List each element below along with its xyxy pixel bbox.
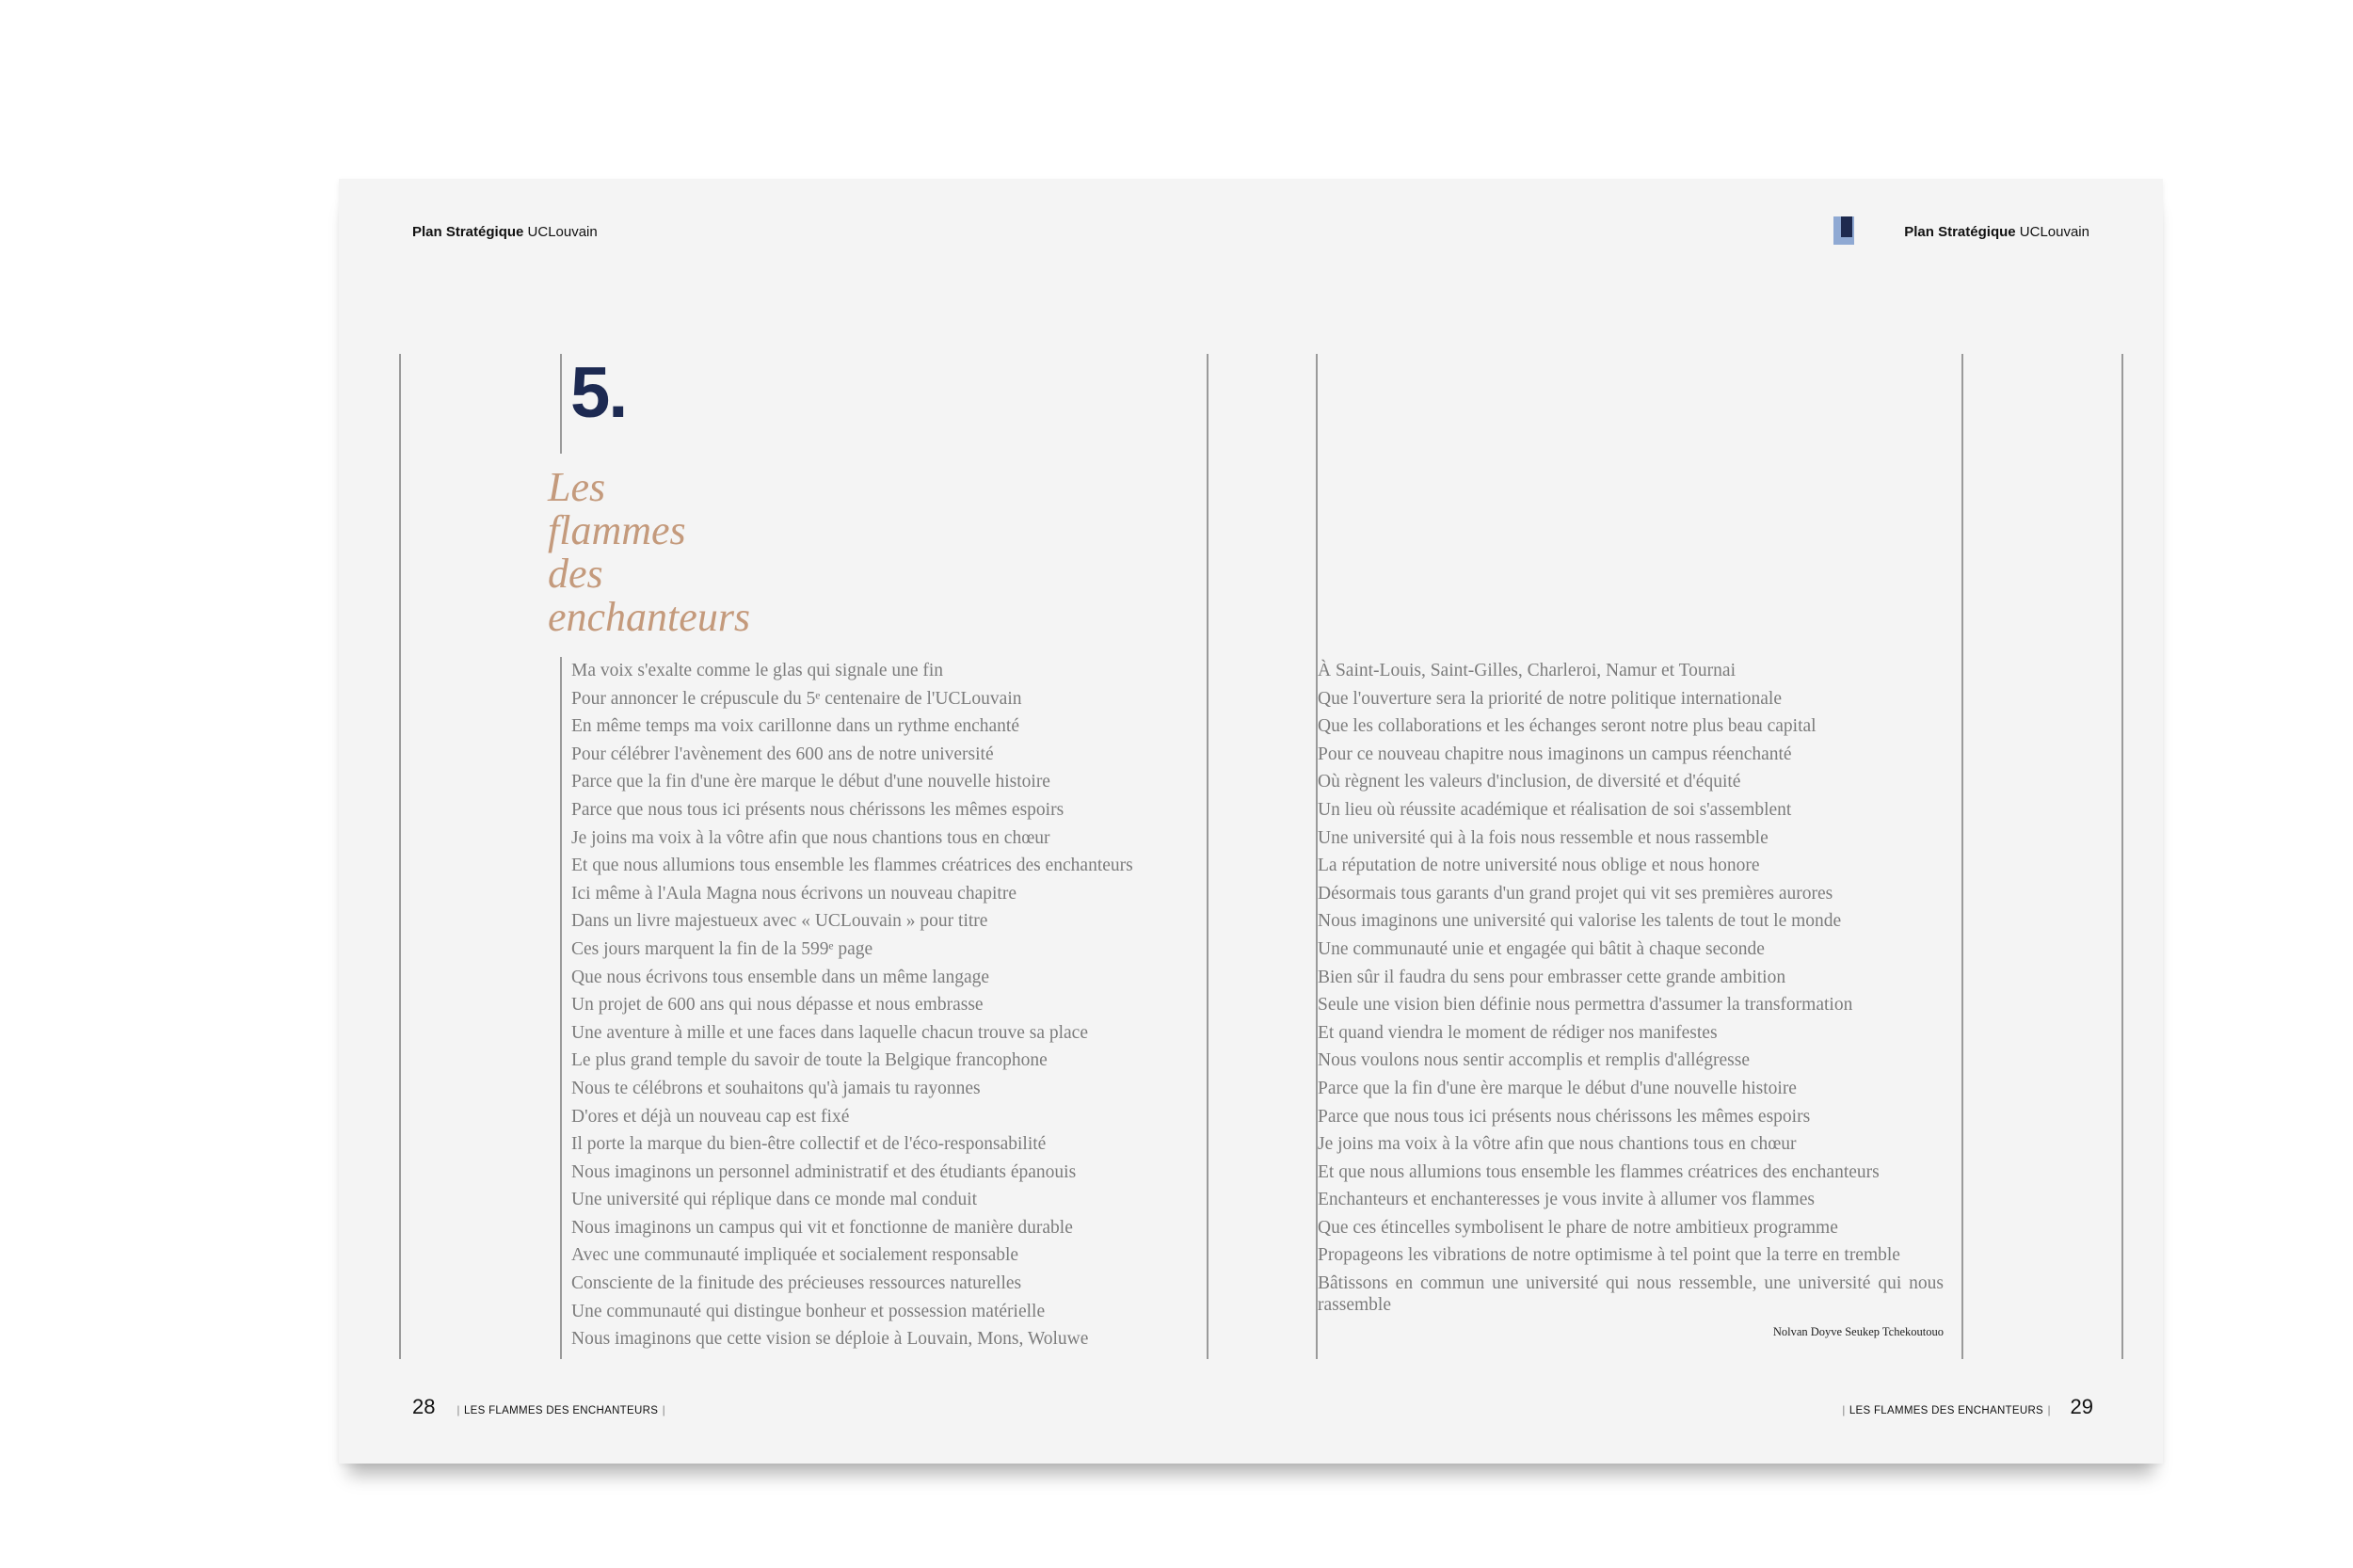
poem-line: Parce que nous tous ici présents nous chérissons les mêmes espoirs — [1318, 1106, 1811, 1127]
poem-line: D'ores et déjà un nouveau cap est fixé — [571, 1106, 850, 1127]
poem-line: Une communauté unie et engagée qui bâtit à chaque seconde — [1318, 938, 1765, 959]
poem-right-column — [1318, 657, 1944, 1316]
footer-left — [412, 1395, 665, 1419]
left-inner-rule — [1207, 354, 1209, 1359]
poem-line: Pour ce nouveau chapitre nous imaginons un campus réenchanté — [1318, 744, 1792, 764]
chapter-number: 5. — [570, 353, 627, 433]
poem-line: Ces jours marquent la fin de la 599ᵉ page — [571, 938, 873, 959]
header-left-bold: Plan Stratégique — [412, 224, 524, 240]
poem-line: Une université qui réplique dans ce monde mal conduit — [571, 1190, 978, 1210]
header-left-normal: UCLouvain — [523, 224, 598, 240]
right-column-rule — [1961, 354, 1963, 1359]
poem-line: Le plus grand temple du savoir de toute la Belgique francophone — [571, 1050, 1048, 1071]
poem-line: Je joins ma voix à la vôtre afin que nous chantions tous en chœur — [1318, 1134, 1797, 1155]
poem-line: Nous imaginons un personnel administratif et des étudiants épanouis — [571, 1161, 1077, 1182]
poem-line: Nous imaginons une université qui valorise les talents de tout le monde — [1318, 911, 1842, 932]
poem-line: Ma voix s'exalte comme le glas qui signale une fin — [571, 661, 944, 680]
poem-line: Pour célébrer l'avènement des 600 ans de notre université — [571, 744, 994, 764]
poem-line: Parce que la fin d'une ère marque le début d'une nouvelle histoire — [1318, 1078, 1797, 1098]
page-number-right: 29 — [2070, 1395, 2093, 1418]
poem-line: Avec une communauté impliquée et socialement responsable — [571, 1245, 1019, 1266]
poem-line: Désormais tous garants d'un grand projet qui vit ses premières aurores — [1318, 883, 1833, 904]
poem-line: Et quand viendra le moment de rédiger nos manifestes — [1318, 1022, 1718, 1043]
poem-line: Où règnent les valeurs d'inclusion, de diversité et d'équité — [1318, 772, 1741, 792]
right-outer-rule — [2121, 354, 2123, 1359]
poem-line: Nous imaginons un campus qui vit et fonctionne de manière durable — [571, 1217, 1073, 1238]
poem-line: Propageons les vibrations de notre optimisme à tel point que la terre en tremble — [1318, 1245, 1900, 1266]
chapter-title — [548, 466, 811, 639]
poem-line: Un projet de 600 ans qui nous dépasse et nous embrasse — [571, 995, 984, 1016]
poem-line: La réputation de notre université nous oblige et nous honore — [1318, 856, 1760, 876]
chapter-title-line: flammes — [548, 507, 686, 553]
poem-line: Et que nous allumions tous ensemble les flammes créatrices des enchanteurs — [571, 856, 1133, 876]
footer-separator: | — [1842, 1403, 1846, 1416]
header-right-bold: Plan Stratégique — [1904, 224, 2016, 240]
poem-line: Que ces étincelles symbolisent le phare de notre ambitieux programme — [1318, 1217, 1838, 1238]
poem-line: En même temps ma voix carillonne dans un rythme enchanté — [571, 716, 1019, 737]
poem-author: Nolvan Doyve Seukep Tchekoutouo — [1772, 1325, 1944, 1338]
footer-right — [1842, 1395, 2093, 1419]
poem-line: Et que nous allumions tous ensemble les flammes créatrices des enchanteurs — [1318, 1161, 1880, 1182]
poem-line: Bien sûr il faudra du sens pour embrasser cette grande ambition — [1318, 967, 1786, 987]
poem-line: Une communauté qui distingue bonheur et possession matérielle — [571, 1301, 1046, 1321]
chapter-title-line: enchanteurs — [548, 594, 751, 640]
footer-separator: | — [2047, 1403, 2051, 1416]
poem-line: Seule une vision bien définie nous permettra d'assumer la transformation — [1318, 995, 1853, 1016]
poem-line: Un lieu où réussite académique et réalisation de soi s'assemblent — [1318, 799, 1792, 820]
poem-line: Nous imaginons que cette vision se déploie à Louvain, Mons, Woluwe — [571, 1329, 1089, 1350]
footer-right-text: LES FLAMMES DES ENCHANTEURS — [1849, 1405, 2044, 1416]
poem-line: Parce que nous tous ici présents nous chérissons les mêmes espoirs — [571, 799, 1064, 820]
poem-line: Consciente de la finitude des précieuses ressources naturelles — [571, 1273, 1022, 1294]
poem-line: Dans un livre majestueux avec « UCLouvain » pour titre — [571, 911, 988, 932]
poem-line: Une aventure à mille et une faces dans laquelle chacun trouve sa place — [571, 1022, 1088, 1043]
poem-line: Pour annoncer le crépuscule du 5ᵉ centenaire de l'UCLouvain — [571, 688, 1022, 709]
poem-line: Que les collaborations et les échanges seront notre plus beau capital — [1318, 716, 1817, 737]
poem-line: Enchanteurs et enchanteresses je vous invite à allumer vos flammes — [1318, 1190, 1815, 1210]
poem-line: Il porte la marque du bien-être collectif et de l'éco-responsabilité — [571, 1134, 1047, 1155]
left-outer-rule — [399, 354, 401, 1359]
poem-line: À Saint-Louis, Saint-Gilles, Charleroi, Namur et Tournai — [1318, 661, 1736, 680]
footer-left-text: LES FLAMMES DES ENCHANTEURS — [463, 1405, 659, 1416]
chapter-number-rule — [560, 354, 562, 454]
poem-line: Je joins ma voix à la vôtre afin que nous chantions tous en chœur — [571, 827, 1050, 848]
poem-left-column — [571, 657, 1174, 1353]
uclouvain-logo-icon — [1833, 216, 1858, 245]
poem-left-rule — [560, 657, 562, 1359]
chapter-title-line: Les — [548, 464, 606, 510]
poem-line: Ici même à l'Aula Magna nous écrivons un nouveau chapitre — [571, 883, 1016, 904]
page-number-left: 28 — [412, 1395, 436, 1418]
poem-line: Que nous écrivons tous ensemble dans un même langage — [571, 967, 990, 987]
header-right — [1904, 224, 2089, 240]
poem-line: Nous te célébrons et souhaitons qu'à jamais tu rayonnes — [571, 1078, 981, 1098]
poem-line: Une université qui à la fois nous ressemble et nous rassemble — [1318, 827, 1769, 848]
footer-separator: | — [456, 1403, 460, 1416]
page-spread — [339, 179, 2163, 1464]
poem-line: Bâtissons en commun une université qui nous ressemble, une université qui nous rassemble — [1318, 1273, 1944, 1316]
header-left — [412, 224, 598, 240]
poem-line: Parce que la fin d'une ère marque le début d'une nouvelle histoire — [571, 772, 1050, 792]
poem-line: Que l'ouverture sera la priorité de notre politique internationale — [1318, 688, 1782, 709]
footer-separator: | — [662, 1403, 665, 1416]
header-right-normal: UCLouvain — [2015, 224, 2089, 240]
chapter-title-line: des — [548, 551, 603, 597]
poem-line: Nous voulons nous sentir accomplis et remplis d'allégresse — [1318, 1050, 1750, 1071]
